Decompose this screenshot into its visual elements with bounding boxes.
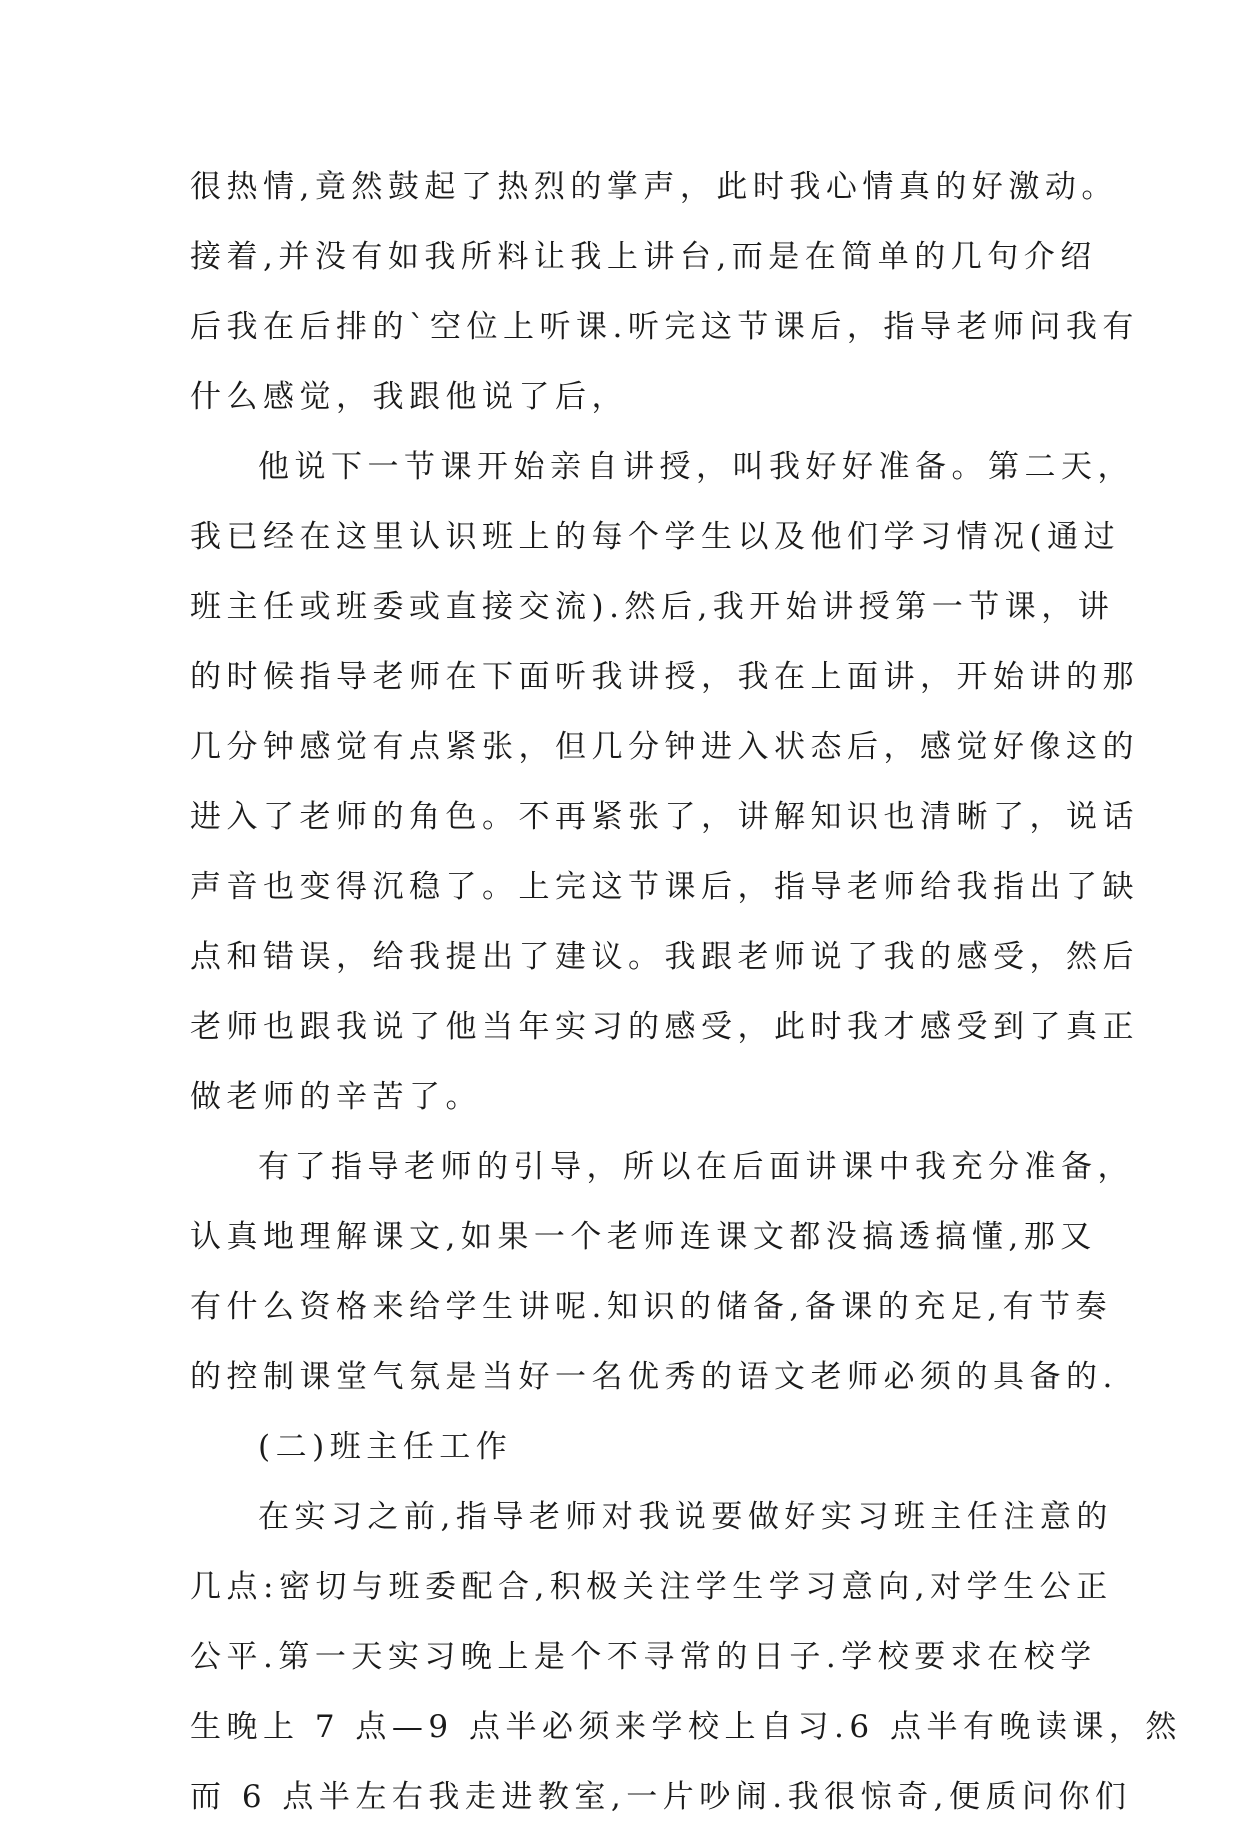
text-line: 他说下一节课开始亲自讲授，叫我好好准备。第二天， [258,449,1134,485]
text-line: 几点:密切与班委配合,积极关注学生学习意向,对学生公正 [190,1569,1113,1605]
text-line: 几分钟感觉有点紧张，但几分钟进入状态后，感觉好像这的 [190,729,1139,765]
text-line: 认真地理解课文,如果一个老师连课文都没搞透搞懂,那又 [190,1219,1097,1255]
text-line: 做老师的辛苦了。 [190,1079,482,1115]
text-line: 公平.第一天实习晚上是个不寻常的日子.学校要求在校学 [190,1639,1097,1675]
text-line: 的时候指导老师在下面听我讲授，我在上面讲，开始讲的那 [190,659,1139,695]
text-line: 声音也变得沉稳了。上完这节课后，指导老师给我指出了缺 [190,869,1139,905]
text-line: 而 6 点半左右我走进教室,一片吵闹.我很惊奇,便质问你们 [190,1779,1132,1815]
text-line: 生晚上 7 点—9 点半必须来学校上自习.6 点半有晚读课，然 [190,1709,1182,1745]
section-heading: (二)班主任工作 [258,1429,513,1465]
text-line: 有了指导老师的引导，所以在后面讲课中我充分准备， [258,1149,1134,1185]
text-line: 什么感觉，我跟他说了后， [190,379,628,415]
text-line: 点和错误，给我提出了建议。我跟老师说了我的感受，然后 [190,939,1139,975]
text-line: 老师也跟我说了他当年实习的感受，此时我才感受到了真正 [190,1009,1139,1045]
text-line: 进入了老师的角色。不再紧张了，讲解知识也清晰了，说话 [190,799,1139,835]
text-line: 班主任或班委或直接交流).然后,我开始讲授第一节课，讲 [190,589,1115,625]
text-line: 在实习之前,指导老师对我说要做好实习班主任注意的 [258,1499,1113,1535]
text-line: 后我在后排的`空位上听课.听完这节课后，指导老师问我有 [190,309,1139,345]
text-line: 有什么资格来给学生讲呢.知识的储备,备课的充足,有节奏 [190,1289,1113,1325]
text-line: 很热情,竟然鼓起了热烈的掌声，此时我心情真的好激动。 [190,169,1118,205]
text-line: 我已经在这里认识班上的每个学生以及他们学习情况(通过 [190,519,1121,555]
text-line: 接着,并没有如我所料让我上讲台,而是在简单的几句介绍 [190,239,1097,275]
text-line: 的控制课堂气氛是当好一名优秀的语文老师必须的具备的. [190,1359,1118,1395]
